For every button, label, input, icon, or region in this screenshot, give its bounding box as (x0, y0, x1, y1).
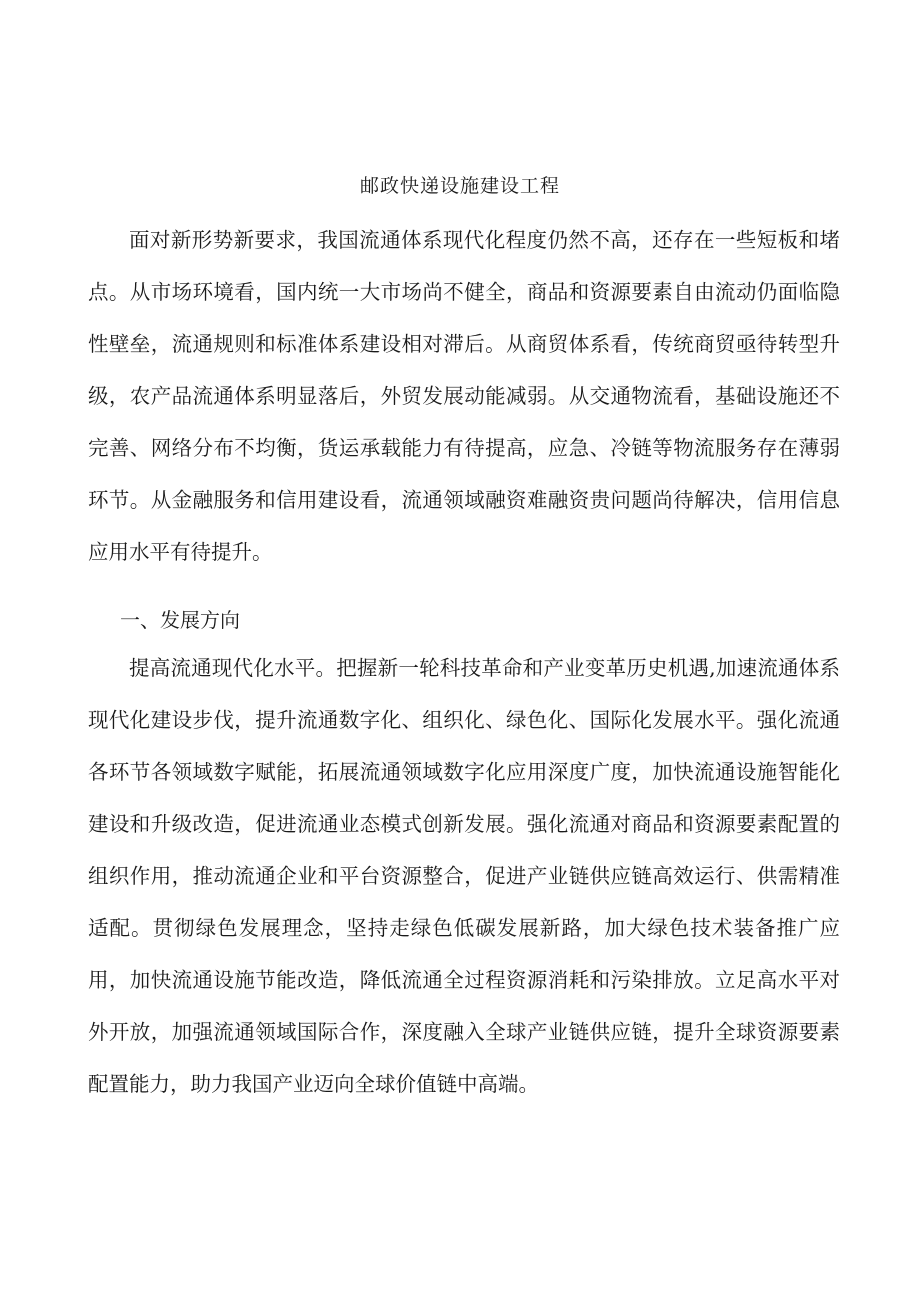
document-title: 邮政快递设施建设工程 (359, 175, 560, 197)
section-paragraph: 提高流通现代化水平。把握新一轮科技革命和产业变革历史机遇,加速流通体系现代化建设步伐，提升流通数字化、组织化、绿色化、国际化发展水平。强化流通各环节各领域数字赋能，拓展流通领域数字化应用深度广度，加快流通设施智能化建设和升级改造，促进流通业态模式创新发展。强化流通对商品和资源要素配置的组织作用，推动流通企业和平台资源整合，促进产业链供应链高效运行、供需精准适配。贯彻绿色发展理念，坚持走绿色低碳发展新路，加大绿色技术装备推广应用，加快流通设施节能改造，降低流通全过程资源消耗和污染排放。立足高水平对外开放，加强流通领域国际合作，深度融入全球产业链供应链，提升全球资源要素配置能力，助力我国产业迈向全球价值链中高端。 (88, 656, 840, 1096)
intro-paragraph: 面对新形势新要求，我国流通体系现代化程度仍然不高，还存在一些短板和堵点。从市场环境看，国内统一大市场尚不健全，商品和资源要素自由流动仍面临隐性壁垒，流通规则和标准体系建设相对滞后。从商贸体系看，传统商贸亟待转型升级，农产品流通体系明显落后，外贸发展动能减弱。从交通物流看，基础设施还不完善、网络分布不均衡，货运承载能力有待提高，应急、冷链等物流服务存在薄弱环节。从金融服务和信用建设看，流通领域融资难融资贵问题尚待解决，信用信息应用水平有待提升。 (88, 228, 840, 564)
section-heading: 一、发展方向 (120, 608, 240, 632)
